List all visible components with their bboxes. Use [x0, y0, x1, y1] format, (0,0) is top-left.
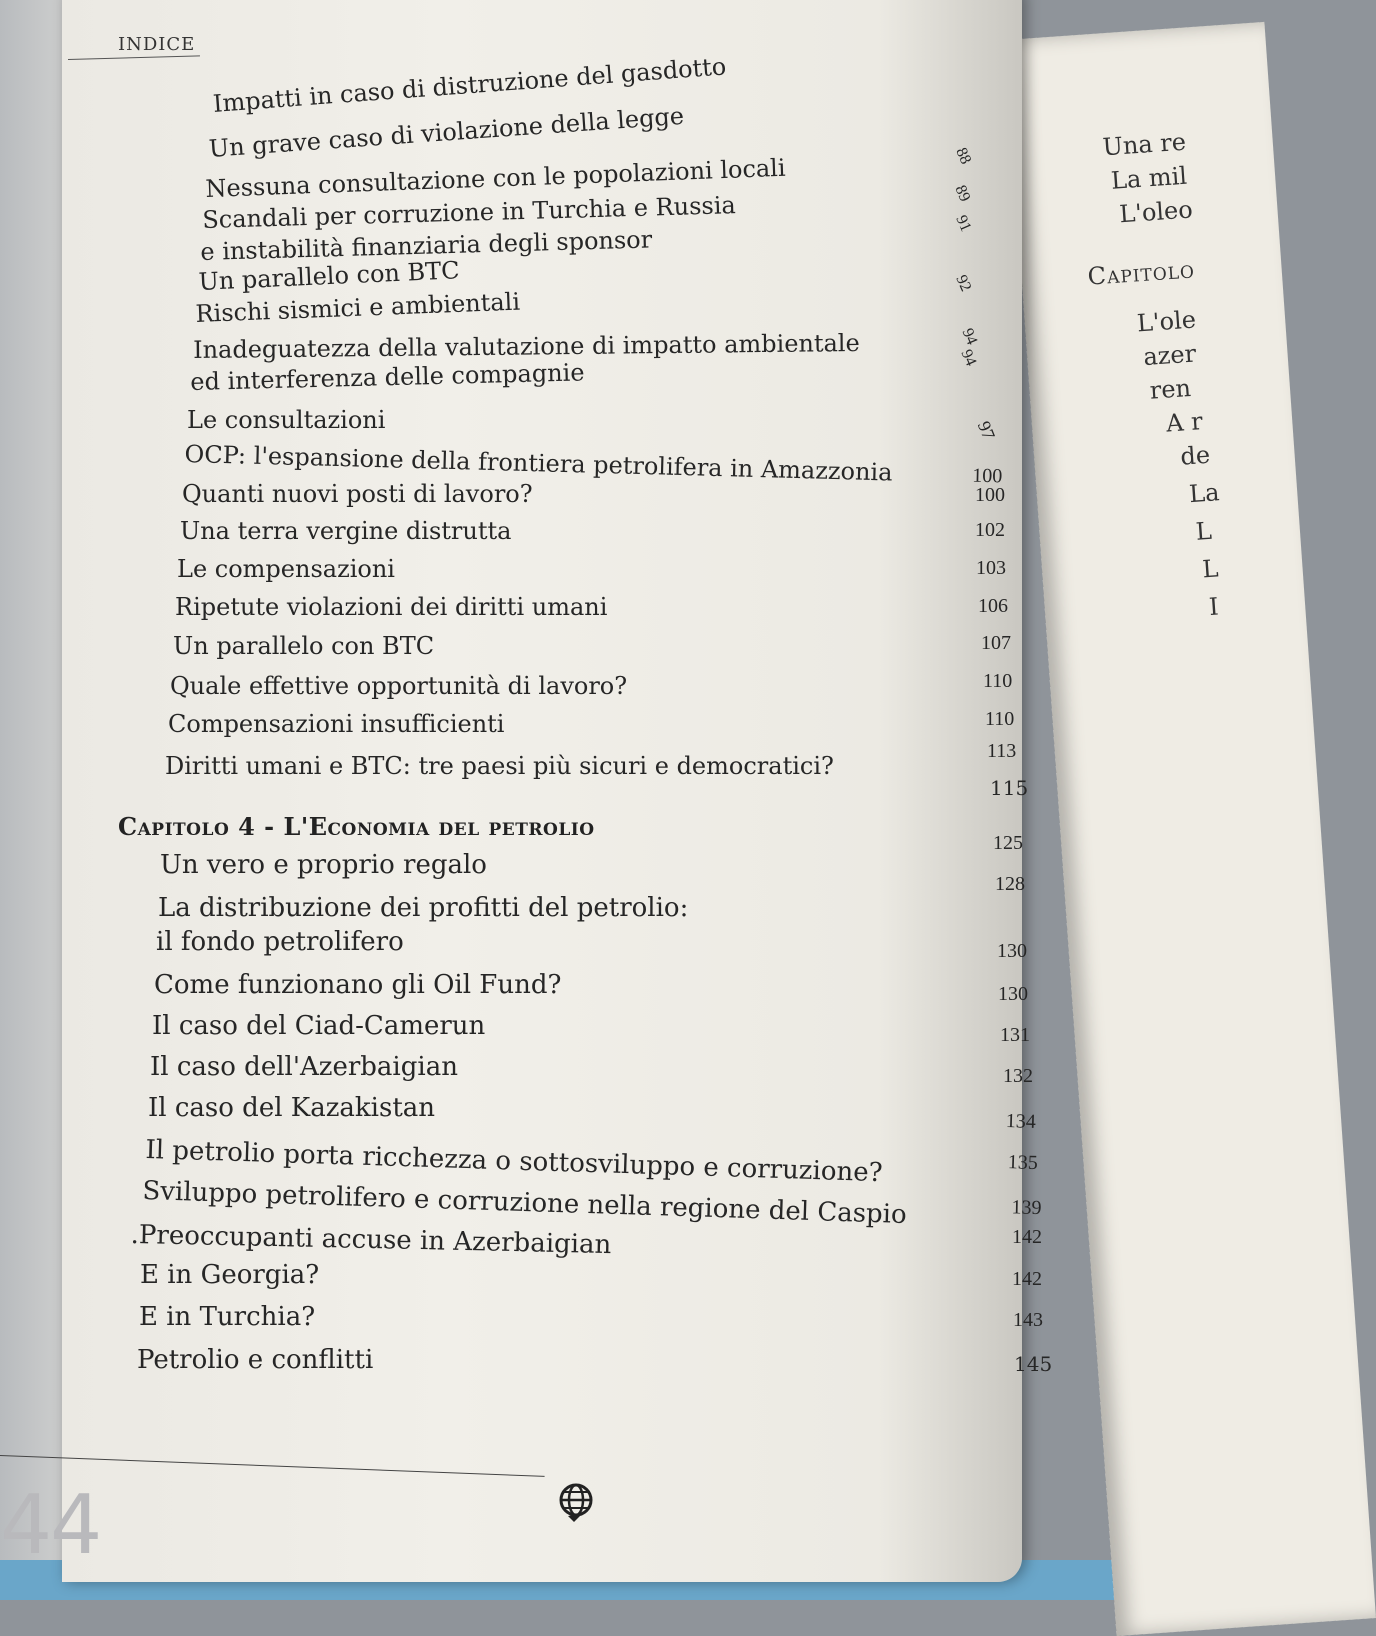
facing-line: L [1194, 516, 1213, 546]
toc-entry-title: il fondo petrolifero [156, 927, 404, 957]
toc-entry-page: 134 [1005, 1110, 1037, 1133]
toc-entry-page: 107 [981, 632, 1011, 654]
chapter-heading: Capitolo 4 - L'Economia del petrolio [118, 812, 595, 841]
toc-entry-title: Il caso dell'Azerbaigian [150, 1052, 458, 1082]
facing-page [1005, 22, 1376, 1636]
toc-entry-title: Sviluppo petrolifero e corruzione nella regione del Caspio [142, 1176, 908, 1230]
toc-entry-page: 142 [1012, 1268, 1042, 1290]
toc-entry-page: 92 [952, 272, 975, 295]
toc-page-number: 115 [990, 776, 1029, 800]
toc-entry-page: 94 [957, 347, 980, 369]
toc-entry-page: 132 [1003, 1065, 1033, 1087]
toc-entry-title: Rischi sismici e ambientali [195, 287, 521, 328]
toc-entry-title: Inadeguatezza della valutazione di impatto ambientale [193, 329, 860, 364]
globe-icon [552, 1478, 600, 1526]
toc-entry-page: 110 [983, 670, 1013, 692]
toc-entry-title: Un vero e proprio regalo [160, 850, 487, 880]
toc-entry-title: Scandali per corruzione in Turchia e Russia [202, 191, 737, 234]
toc-entry-title: Nessuna consultazione con le popolazioni locali [205, 153, 786, 203]
facing-line: L'oleo [1118, 195, 1194, 229]
toc-entry-page: 142 [1012, 1226, 1042, 1248]
toc-entry-title: ed interferenza delle compagnie [190, 358, 585, 396]
facing-line: La [1188, 478, 1221, 509]
facing-line: Una re [1101, 127, 1187, 162]
toc-entry-page: 110 [985, 708, 1015, 730]
toc-entry-page: 100 [972, 464, 1003, 488]
toc-entry-page: 103 [976, 557, 1006, 579]
toc-page-number: 145 [1014, 1352, 1053, 1376]
toc-entry-page: 143 [1013, 1309, 1043, 1331]
facing-line: Capitolo [1086, 255, 1196, 291]
toc-entry-title: OCP: l'espansione della frontiera petrolifera in Amazzonia [184, 440, 893, 487]
toc-entry-title: E in Georgia? [140, 1260, 320, 1290]
toc-entry-page: 94 [958, 326, 981, 348]
toc-entry-page: 106 [978, 595, 1008, 617]
toc-entry-title: Petrolio e conflitti [137, 1345, 374, 1375]
toc-entry-title: Quanti nuovi posti di lavoro? [182, 480, 533, 508]
toc-entry-title: Quale effettive opportunità di lavoro? [170, 672, 628, 700]
toc-entry-title: Diritti umani e BTC: tre paesi più sicuri e democratici? [165, 752, 834, 780]
toc-entry-title: La distribuzione dei profitti del petrolio: [158, 893, 689, 923]
toc-entry-page: 130 [998, 983, 1028, 1005]
toc-entry-page: 113 [987, 740, 1017, 762]
toc-entry-title: Il petrolio porta ricchezza o sottosviluppo e corruzione? [145, 1135, 883, 1189]
toc-entry-title: Il caso del Kazakistan [148, 1093, 436, 1123]
toc-entry-title: Il caso del Ciad-Camerun [152, 1011, 486, 1041]
toc-entry-page: 97 [973, 418, 1000, 443]
facing-line: ren [1148, 373, 1192, 405]
facing-line: La mil [1110, 161, 1188, 195]
facing-line: L [1201, 554, 1220, 584]
toc-entry-page: 89 [951, 182, 974, 205]
toc-entry-title: Un grave caso di violazione della legge [208, 101, 685, 163]
toc-entry-page: 139 [1011, 1196, 1042, 1220]
toc-entry-title: Come funzionano gli Oil Fund? [154, 970, 562, 1000]
toc-entry-title: Impatti in caso di distruzione del gasdotto [212, 52, 728, 118]
toc-entry-title: Le consultazioni [187, 406, 386, 434]
toc-entry-page: 130 [997, 940, 1027, 962]
facing-line: azer [1142, 339, 1197, 372]
toc-entry-page: 102 [975, 519, 1005, 541]
toc-entry-page: 135 [1007, 1151, 1039, 1175]
facing-line: de [1179, 440, 1211, 471]
toc-entry-title: Le compensazioni [177, 555, 395, 583]
facing-line: I [1208, 592, 1220, 622]
toc-entry-title: Ripetute violazioni dei diritti umani [175, 593, 608, 621]
toc-entry-title: Un parallelo con BTC [198, 256, 461, 296]
toc-entry-page: 125 [993, 832, 1023, 854]
toc-entry-page: 88 [952, 145, 975, 167]
toc-entry-page: 91 [952, 212, 975, 235]
page-folio: 44 [0, 1478, 101, 1573]
toc-entry-page: 128 [995, 873, 1025, 895]
toc-entry-page: 131 [1000, 1024, 1030, 1046]
toc-entry-title: E in Turchia? [139, 1302, 316, 1332]
toc-entry-page: 100 [975, 484, 1005, 506]
toc-entry-title: Una terra vergine distrutta [180, 517, 512, 545]
running-head: INDICE [118, 34, 196, 55]
toc-entry-title: Compensazioni insufficienti [168, 710, 505, 738]
facing-line: A r [1165, 407, 1204, 438]
toc-entry-title: Un parallelo con BTC [173, 632, 435, 660]
toc-entry-title: e instabilità finanziaria degli sponsor [200, 225, 653, 266]
facing-line: L'ole [1136, 305, 1197, 338]
toc-entry-title: .Preoccupanti accuse in Azerbaigian [130, 1220, 612, 1261]
